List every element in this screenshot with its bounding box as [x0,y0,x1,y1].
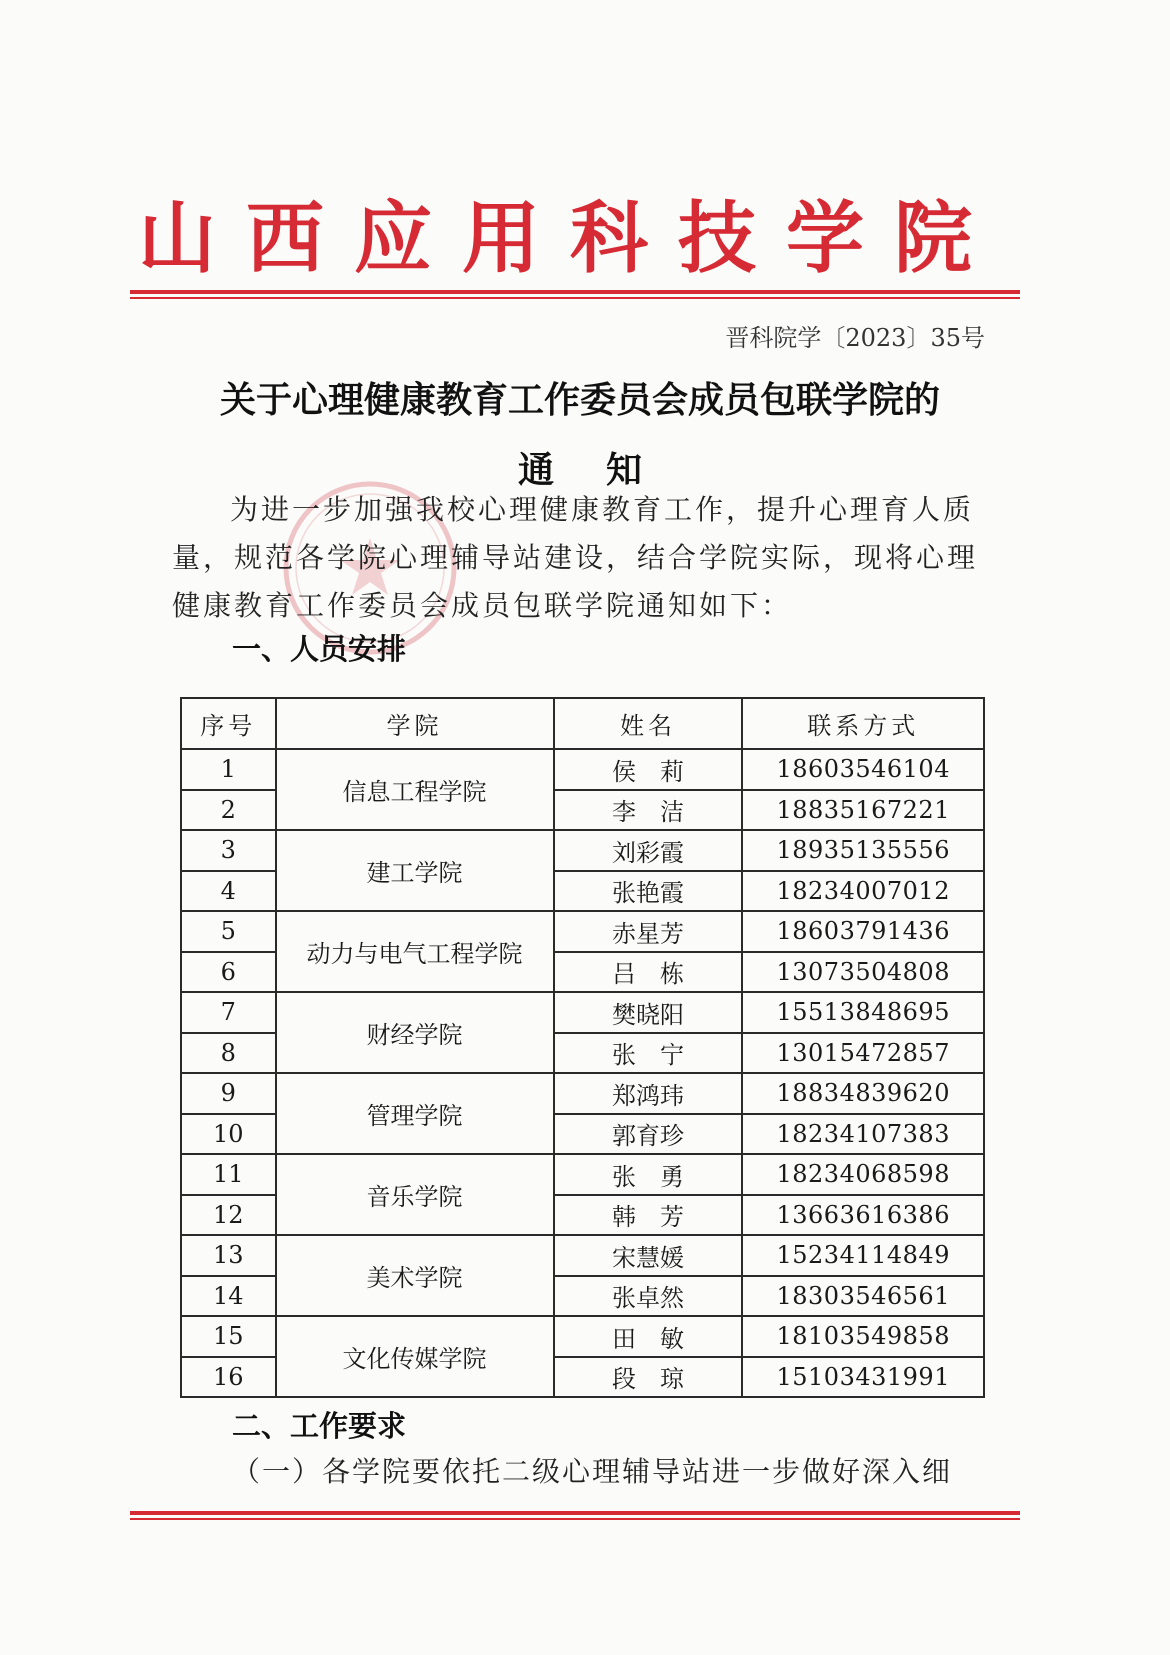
table-row [181,911,984,952]
name-cell: 张艳霞 [554,871,743,912]
name-cell: 宋慧媛 [554,1235,743,1276]
college-cell: 信息工程学院 [276,749,554,830]
institution-letterhead: 山西应用科技学院 [137,193,1002,284]
seq-cell: 11 [181,1154,276,1195]
college-cell: 管理学院 [276,1073,554,1154]
phone-cell: 18603791436 [742,911,984,952]
seq-cell: 14 [181,1276,276,1317]
header-seq: 序号 [181,698,276,749]
name-cell: 张 勇 [554,1154,743,1195]
seq-cell: 6 [181,952,276,993]
college-cell: 文化传媒学院 [276,1316,554,1397]
seq-cell: 2 [181,790,276,831]
table-row [181,1154,984,1195]
seq-cell: 5 [181,911,276,952]
seq-cell: 8 [181,1033,276,1074]
phone-cell: 18935135556 [742,830,984,871]
phone-cell: 15513848695 [742,992,984,1033]
intro-paragraph [172,486,992,630]
section-heading-requirements: 二、工作要求 [232,1409,407,1443]
name-cell: 张 宁 [554,1033,743,1074]
table-row [181,749,984,790]
intro-text: 为进一步加强我校心理健康教育工作，提升心理育人质量，规范各学院心理辅导站建设，结合学院实际，现将心理健康教育工作委员会成员包联学院通知如下： [172,493,979,622]
phone-cell: 13663616386 [742,1195,984,1236]
phone-cell: 15103431991 [742,1357,984,1398]
seq-cell: 4 [181,871,276,912]
table-row [181,1073,984,1114]
letterhead-divider [130,290,1020,299]
seq-cell: 15 [181,1316,276,1357]
header-name: 姓名 [554,698,743,749]
name-cell: 侯 莉 [554,749,743,790]
name-cell: 段 琼 [554,1357,743,1398]
name-cell: 郑鸿玮 [554,1073,743,1114]
seq-cell: 7 [181,992,276,1033]
name-cell: 赤星芳 [554,911,743,952]
name-cell: 李 洁 [554,790,743,831]
requirements-first-line: （一）各学院要依托二级心理辅导站进一步做好深入细 [232,1455,953,1488]
phone-cell: 13015472857 [742,1033,984,1074]
name-cell: 韩 芳 [554,1195,743,1236]
seq-cell: 3 [181,830,276,871]
table-row [181,992,984,1033]
phone-cell: 18234068598 [742,1154,984,1195]
seq-cell: 12 [181,1195,276,1236]
seq-cell: 9 [181,1073,276,1114]
college-cell: 动力与电气工程学院 [276,911,554,992]
name-cell: 田 敏 [554,1316,743,1357]
table-row [181,830,984,871]
seq-cell: 10 [181,1114,276,1155]
college-cell: 建工学院 [276,830,554,911]
footer-divider [130,1511,1020,1520]
phone-cell: 18234107383 [742,1114,984,1155]
name-cell: 郭育珍 [554,1114,743,1155]
name-cell: 张卓然 [554,1276,743,1317]
header-contact: 联系方式 [742,698,984,749]
phone-cell: 18234007012 [742,871,984,912]
name-cell: 吕 栋 [554,952,743,993]
document-title-line1: 关于心理健康教育工作委员会成员包联学院的 [219,380,940,421]
phone-cell: 18103549858 [742,1316,984,1357]
name-cell: 樊晓阳 [554,992,743,1033]
phone-cell: 18303546561 [742,1276,984,1317]
roster-table [180,697,985,1398]
phone-cell: 18835167221 [742,790,984,831]
phone-cell: 15234114849 [742,1235,984,1276]
document-number: 晋科院学〔2023〕35号 [725,324,985,352]
college-cell: 音乐学院 [276,1154,554,1235]
table-row [181,1235,984,1276]
seq-cell: 1 [181,749,276,790]
phone-cell: 18603546104 [742,749,984,790]
phone-cell: 18834839620 [742,1073,984,1114]
header-college: 学院 [276,698,554,749]
college-cell: 财经学院 [276,992,554,1073]
college-cell: 美术学院 [276,1235,554,1316]
phone-cell: 13073504808 [742,952,984,993]
table-row [181,1316,984,1357]
section-heading-staffing: 一、人员安排 [232,632,407,666]
seq-cell: 13 [181,1235,276,1276]
name-cell: 刘彩霞 [554,830,743,871]
document-title-line2: 通知 [517,450,694,491]
table-header-row [181,698,984,749]
seq-cell: 16 [181,1357,276,1398]
